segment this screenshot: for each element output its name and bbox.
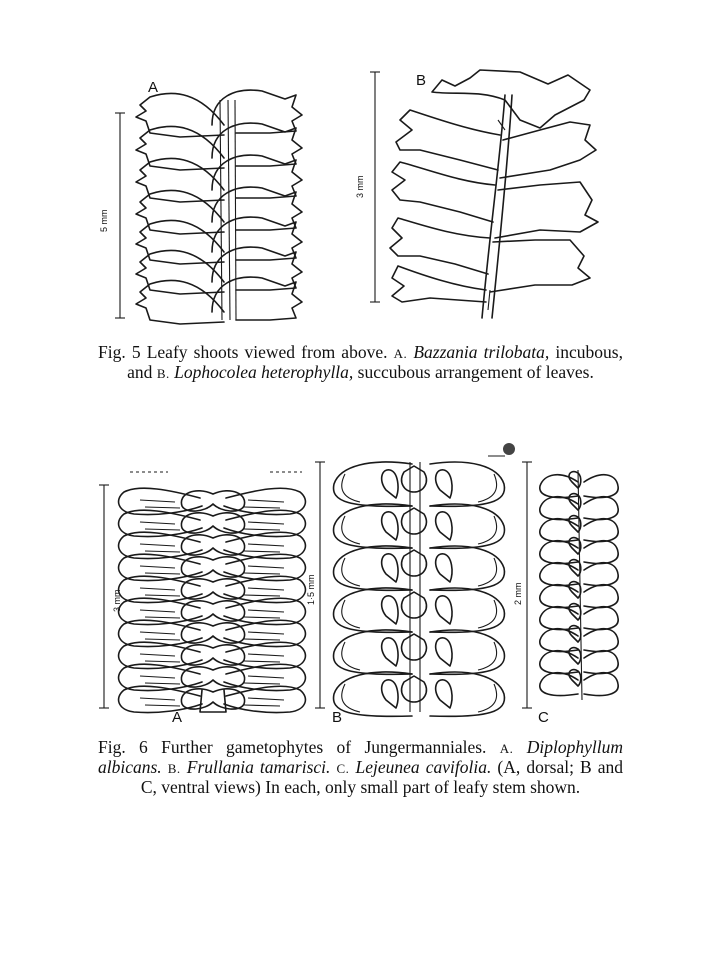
fig5-caption-b-species: Lophocolea heterophylla, (174, 362, 354, 382)
fig6-caption-c-marker: C. (336, 761, 350, 776)
fig6-panel-b-drawing (306, 443, 515, 726)
fig6-caption-b-species: Frullania tamarisci. (186, 757, 331, 777)
fig5-panel-b-drawing (355, 70, 598, 318)
fig6-panel-c-label: C (538, 709, 549, 726)
fig5-caption-prefix: Fig. 5 Leafy shoots viewed from above. (98, 342, 388, 362)
fig5-panel-a-drawing (99, 79, 302, 324)
fig5-caption-b-marker: B. (156, 366, 170, 381)
fig6-caption-a-marker: A. (499, 741, 514, 756)
fig5-scale-b: 3 mm (355, 175, 365, 198)
fig5-panel-a-label: A (148, 79, 159, 96)
fig5-caption-a-marker: A. (393, 346, 408, 361)
fig6-caption-b-marker: B. (167, 761, 181, 776)
fig6-panel-a-drawing (99, 472, 305, 726)
fig6-caption-c-species: Lejeunea cavifolia. (355, 757, 492, 777)
fig6-caption (98, 738, 623, 797)
fig5-panel-b-label: B (416, 72, 427, 89)
fig5-scale-a: 5 mm (99, 209, 109, 232)
fig5-caption-b-text: succubous arrangement of leaves. (357, 362, 594, 382)
fig5-caption-a-text: incubous, and (127, 342, 623, 382)
fig5-caption-a-species: Bazzania trilobata, (413, 342, 550, 362)
fig6-caption-prefix: Fig. 6 Further gametophytes of Jungermanniales. (98, 737, 487, 757)
fig6-scale-b: 1·5 mm (306, 574, 316, 605)
fig6-panel-c-drawing (513, 462, 618, 726)
fig5-caption (98, 343, 623, 383)
fig6-caption-a-species: Diplophyllum albicans. (98, 737, 624, 777)
fig6-scale-c: 2 mm (513, 582, 523, 605)
fig6-scale-a: 3 mm (112, 589, 122, 612)
fig6-panel-a-label: A (172, 709, 183, 726)
fig6-panel-b-label: B (332, 709, 343, 726)
ink-blot (503, 443, 515, 455)
fig6-caption-suffix: (A, dorsal; B and C, ventral views) In each, only small part of leafy stem shown. (140, 757, 624, 797)
